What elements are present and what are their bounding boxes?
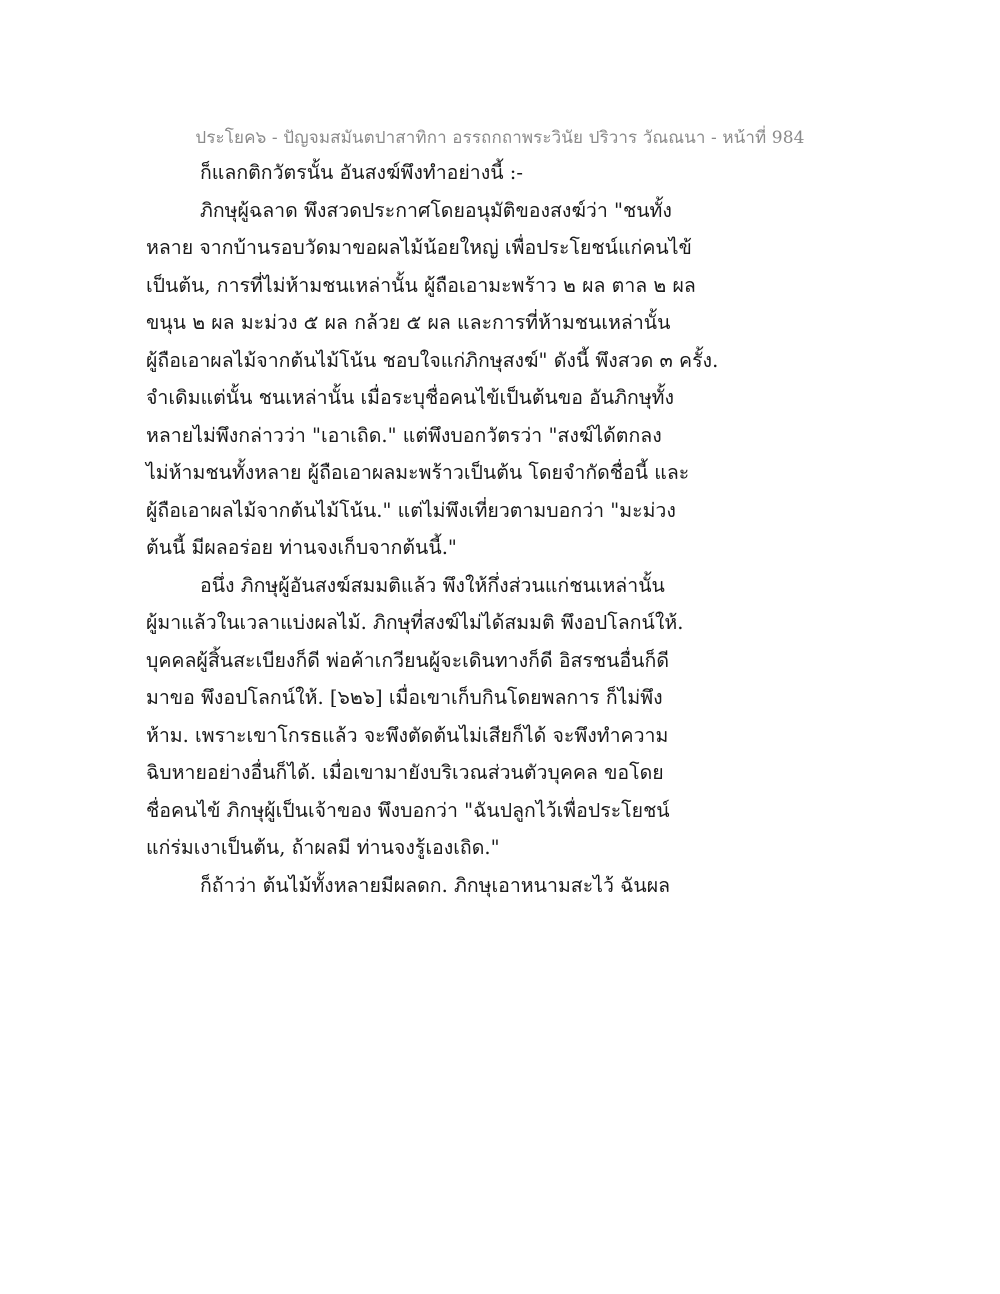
text-line: ผู้มาแล้วในเวลาแบ่งผลไม้. ภิกษุที่สงฆ์ไม่ได้สมมติ พึงอปโลกน์ให้. xyxy=(146,611,684,634)
text-line: ห้าม. เพราะเขาโกรธแล้ว จะพึงตัดต้นไม่เสียก็ได้ จะพึงทำความ xyxy=(146,723,669,747)
text-line: ชื่อคนไข้ ภิกษุผู้เป็นเจ้าของ พึงบอกว่า "ฉันปลูกไว้เพื่อประโยชน์ xyxy=(146,798,670,822)
text-line-paragraph-start: ภิกษุผู้ฉลาด พึงสวดประกาศโดยอนุมัติของสงฆ์ว่า "ชนทั้ง xyxy=(200,198,672,222)
body-text xyxy=(146,154,866,904)
text-line: ผู้ถือเอาผลไม้จากต้นไม้โน้น." แต่ไม่พึงเที่ยวตามบอกว่า "มะม่วง xyxy=(146,498,676,522)
text-line: เป็นต้น, การที่ไม่ห้ามชนเหล่านั้น ผู้ถือเอามะพร้าว ๒ ผล ตาล ๒ ผล xyxy=(146,273,696,297)
text-line: มาขอ พึงอปโลกน์ให้. [๖๒๖] เมื่อเขาเก็บกินโดยพลการ ก็ไม่พึง xyxy=(146,686,663,709)
text-line-paragraph-start: ก็ถ้าว่า ต้นไม้ทั้งหลายมีผลดก. ภิกษุเอาหนามสะไว้ ฉันผล xyxy=(200,873,671,897)
text-line: หลายไม่พึงกล่าวว่า "เอาเถิด." แต่พึงบอกวัตรว่า "สงฆ์ได้ตกลง xyxy=(146,423,662,447)
text-line: ขนุน ๒ ผล มะม่วง ๕ ผล กล้วย ๕ ผล และการที่ห้ามชนเหล่านั้น xyxy=(146,311,671,334)
text-line: จำเดิมแต่นั้น ชนเหล่านั้น เมื่อระบุชื่อคนไข้เป็นต้นขอ อันภิกษุทั้ง xyxy=(146,386,675,409)
text-line: บุคคลผู้สิ้นสะเบียงก็ดี พ่อค้าเกวียนผู้จะเดินทางก็ดี อิสรชนอื่นก็ดี xyxy=(146,648,669,672)
text-line: หลาย จากบ้านรอบวัดมาขอผลไม้น้อยใหญ่ เพื่อประโยชน์แก่คนไข้ xyxy=(146,236,692,259)
text-line: ต้นนี้ มีผลอร่อย ท่านจงเก็บจากต้นนี้." xyxy=(146,536,457,559)
text-line: แก่ร่มเงาเป็นต้น, ถ้าผลมี ท่านจงรู้เองเถิด." xyxy=(146,836,500,859)
text-line-paragraph-start: ก็แลกติกวัตรนั้น อันสงฆ์พึงทำอย่างนี้ :- xyxy=(200,161,523,184)
text-line: ผู้ถือเอาผลไม้จากต้นไม้โน้น ชอบใจแก่ภิกษุสงฆ์" ดังนี้ พึงสวด ๓ ครั้ง. xyxy=(146,348,719,372)
text-line: ฉิบหายอย่างอื่นก็ได้. เมื่อเขามายังบริเวณส่วนตัวบุคคล ขอโดย xyxy=(146,761,664,784)
text-line-paragraph-start: อนึ่ง ภิกษุผู้อันสงฆ์สมมติแล้ว พึงให้กึ่งส่วนแก่ชนเหล่านั้น xyxy=(200,573,665,597)
text-line: ไม่ห้ามชนทั้งหลาย ผู้ถือเอาผลมะพร้าวเป็นต้น โดยจำกัดชื่อนี้ และ xyxy=(146,461,690,484)
running-header: ประโยค๖ - ปัญจมสมันตปาสาทิกา อรรถกถาพระวินัย ปริวาร วัณณนา - หน้าที่ 984 xyxy=(195,128,805,148)
